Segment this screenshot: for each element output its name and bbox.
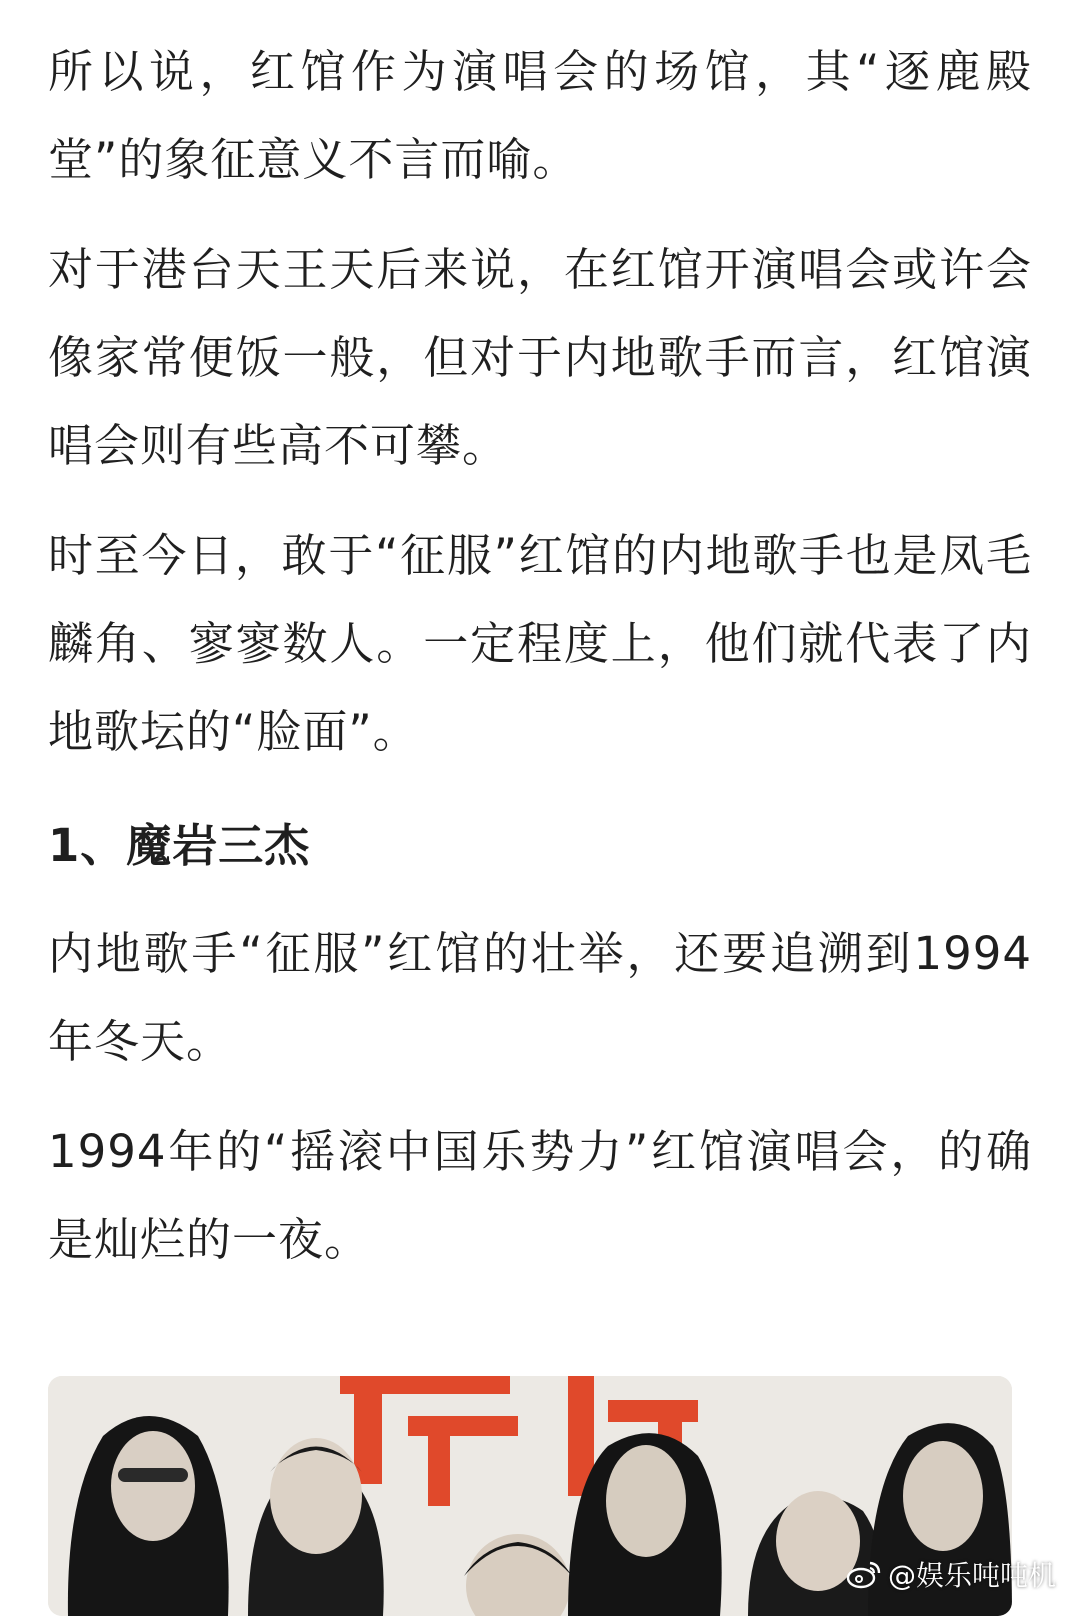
weibo-watermark xyxy=(846,1552,1056,1596)
watermark-text: @娱乐吨吨机 xyxy=(887,1559,1056,1592)
paragraph: 所以说，红馆作为演唱会的场馆，其“逐鹿殿堂”的象征意义不言而喻。 xyxy=(48,45,1032,186)
weibo-icon xyxy=(846,1559,882,1589)
paragraph: 时至今日，敢于“征服”红馆的内地歌手也是凤毛麟角、寥寥数人。一定程度上，他们就代表了内地歌坛的“脸面”。 xyxy=(48,529,1032,758)
article-body xyxy=(48,28,1032,1284)
paragraph: 内地歌手“征服”红馆的壮举，还要追溯到1994年冬天。 xyxy=(48,927,1032,1068)
section-heading: 1、魔岩三杰 xyxy=(48,819,311,872)
paragraph: 1994年的“摇滚中国乐势力”红馆演唱会，的确是灿烂的一夜。 xyxy=(48,1125,1032,1266)
paragraph: 对于港台天王天后来说，在红馆开演唱会或许会像家常便饭一般，但对于内地歌手而言，红馆演唱会则有些高不可攀。 xyxy=(48,243,1032,472)
